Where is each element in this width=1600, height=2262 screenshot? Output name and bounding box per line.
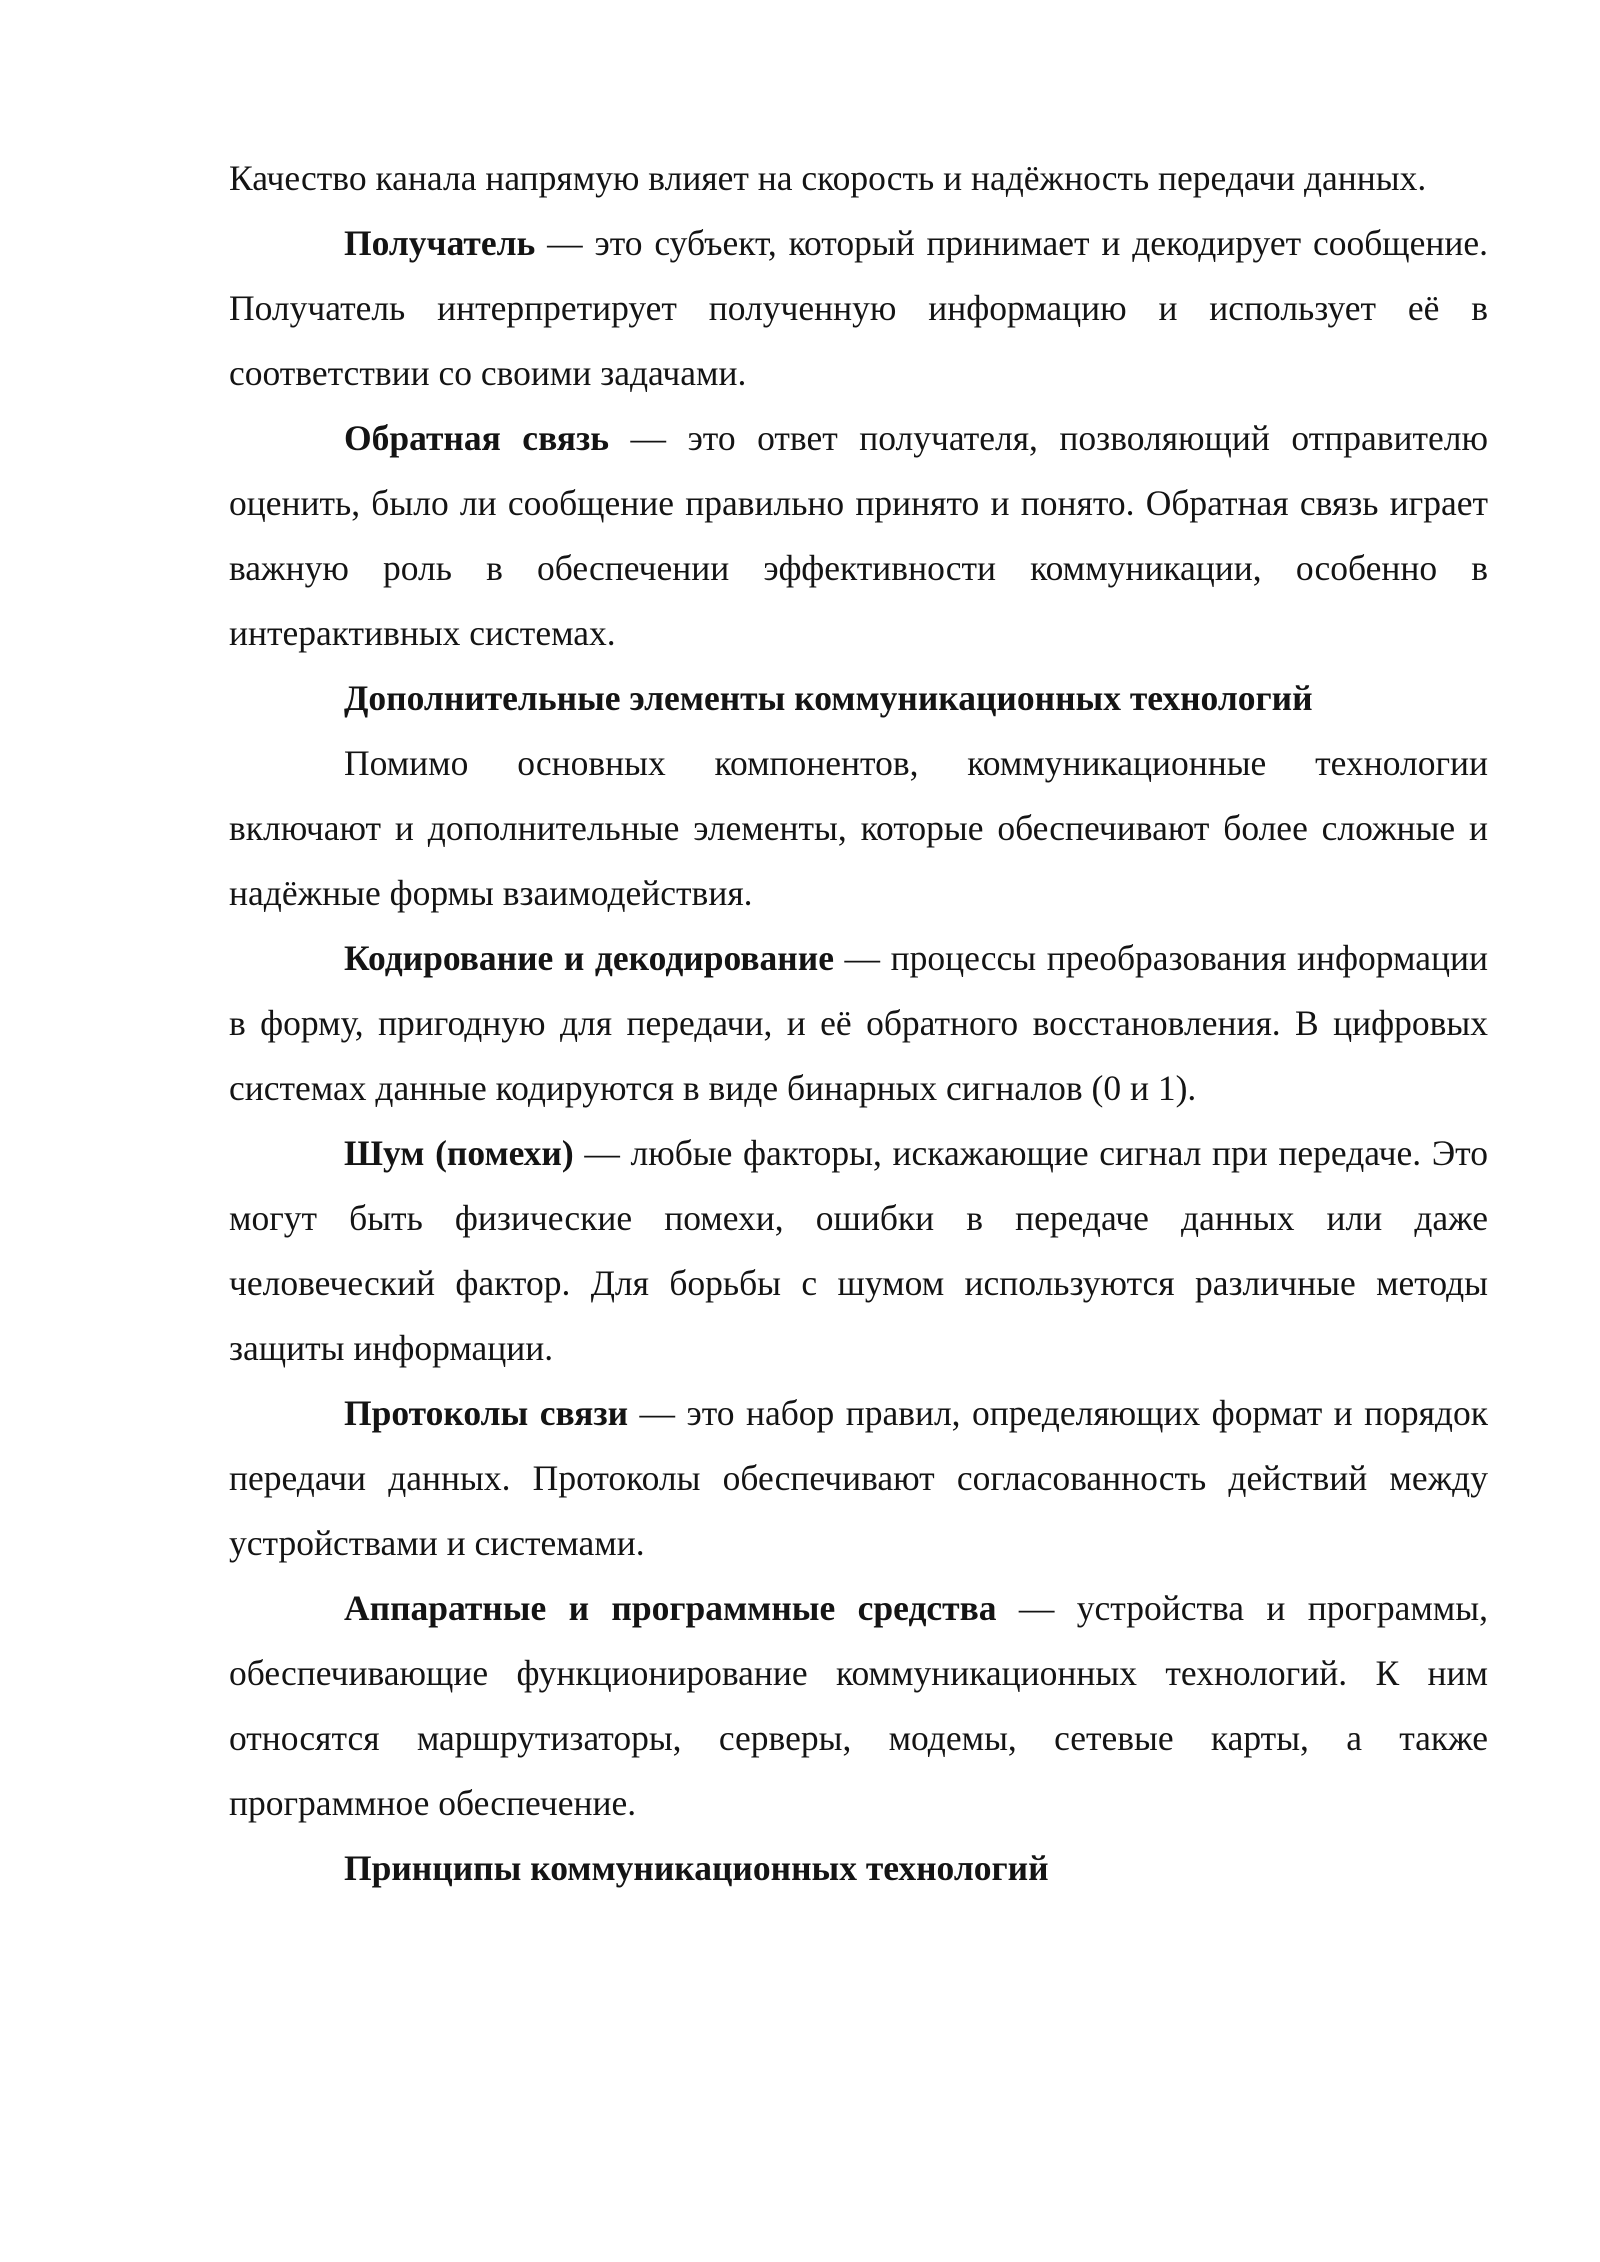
paragraph-intro-additional <box>229 731 1488 926</box>
paragraph-text: — устройства и программы, обеспечивающие функционирование коммуникационных технологий. К ним относятся маршрутизаторы, серверы, модемы, сетевые карты, а также программное обеспечение. <box>229 1588 1488 1823</box>
paragraph-noise <box>229 1121 1488 1381</box>
document-page <box>229 146 1488 1901</box>
term-receiver: Получатель <box>344 223 536 263</box>
paragraph-protocols <box>229 1381 1488 1576</box>
paragraph-text: — это набор правил, определяющих формат и порядок передачи данных. Протоколы обеспечивают согласованность действий между устройствами и системами. <box>229 1393 1488 1563</box>
section-heading-principles: Принципы коммуникационных технологий <box>344 1848 1049 1888</box>
term-protocols: Протоколы связи <box>344 1393 629 1433</box>
term-encoding: Кодирование и декодирование <box>344 938 834 978</box>
paragraph-text: — процессы преобразования информации в форму, пригодную для передачи, и её обратного восстановления. В цифровых системах данные кодируются в виде бинарных сигналов (0 и 1). <box>229 938 1488 1108</box>
paragraph-hardware-software <box>229 1576 1488 1836</box>
paragraph-text: Помимо основных компонентов, коммуникационные технологии включают и дополнительные элементы, которые обеспечивают более сложные и надёжные формы взаимодействия. <box>229 743 1488 913</box>
paragraph-text: — это ответ получателя, позволяющий отправителю оценить, было ли сообщение правильно принято и понято. Обратная связь играет важную роль в обеспечении эффективности коммуникации, особенно в интерактивных системах. <box>229 418 1488 653</box>
paragraph-channel-quality <box>229 146 1488 211</box>
paragraph-receiver <box>229 211 1488 406</box>
term-hardware-software: Аппаратные и программные средства <box>344 1588 997 1628</box>
paragraph-text: — любые факторы, искажающие сигнал при передаче. Это могут быть физические помехи, ошибки в передаче данных или даже человеческий фактор. Для борьбы с шумом используются различные методы защиты информации. <box>229 1133 1488 1368</box>
term-noise: Шум (помехи) <box>344 1133 574 1173</box>
section-heading-additional-elements: Дополнительные элементы коммуникационных технологий <box>344 678 1313 718</box>
paragraph-feedback <box>229 406 1488 666</box>
paragraph-text: Качество канала напрямую влияет на скорость и надёжность передачи данных. <box>229 158 1427 198</box>
term-feedback: Обратная связь <box>344 418 610 458</box>
paragraph-text: — это субъект, который принимает и декодирует сообщение. Получатель интерпретирует полученную информацию и использует её в соответствии со своими задачами. <box>229 223 1488 393</box>
paragraph-encoding <box>229 926 1488 1121</box>
